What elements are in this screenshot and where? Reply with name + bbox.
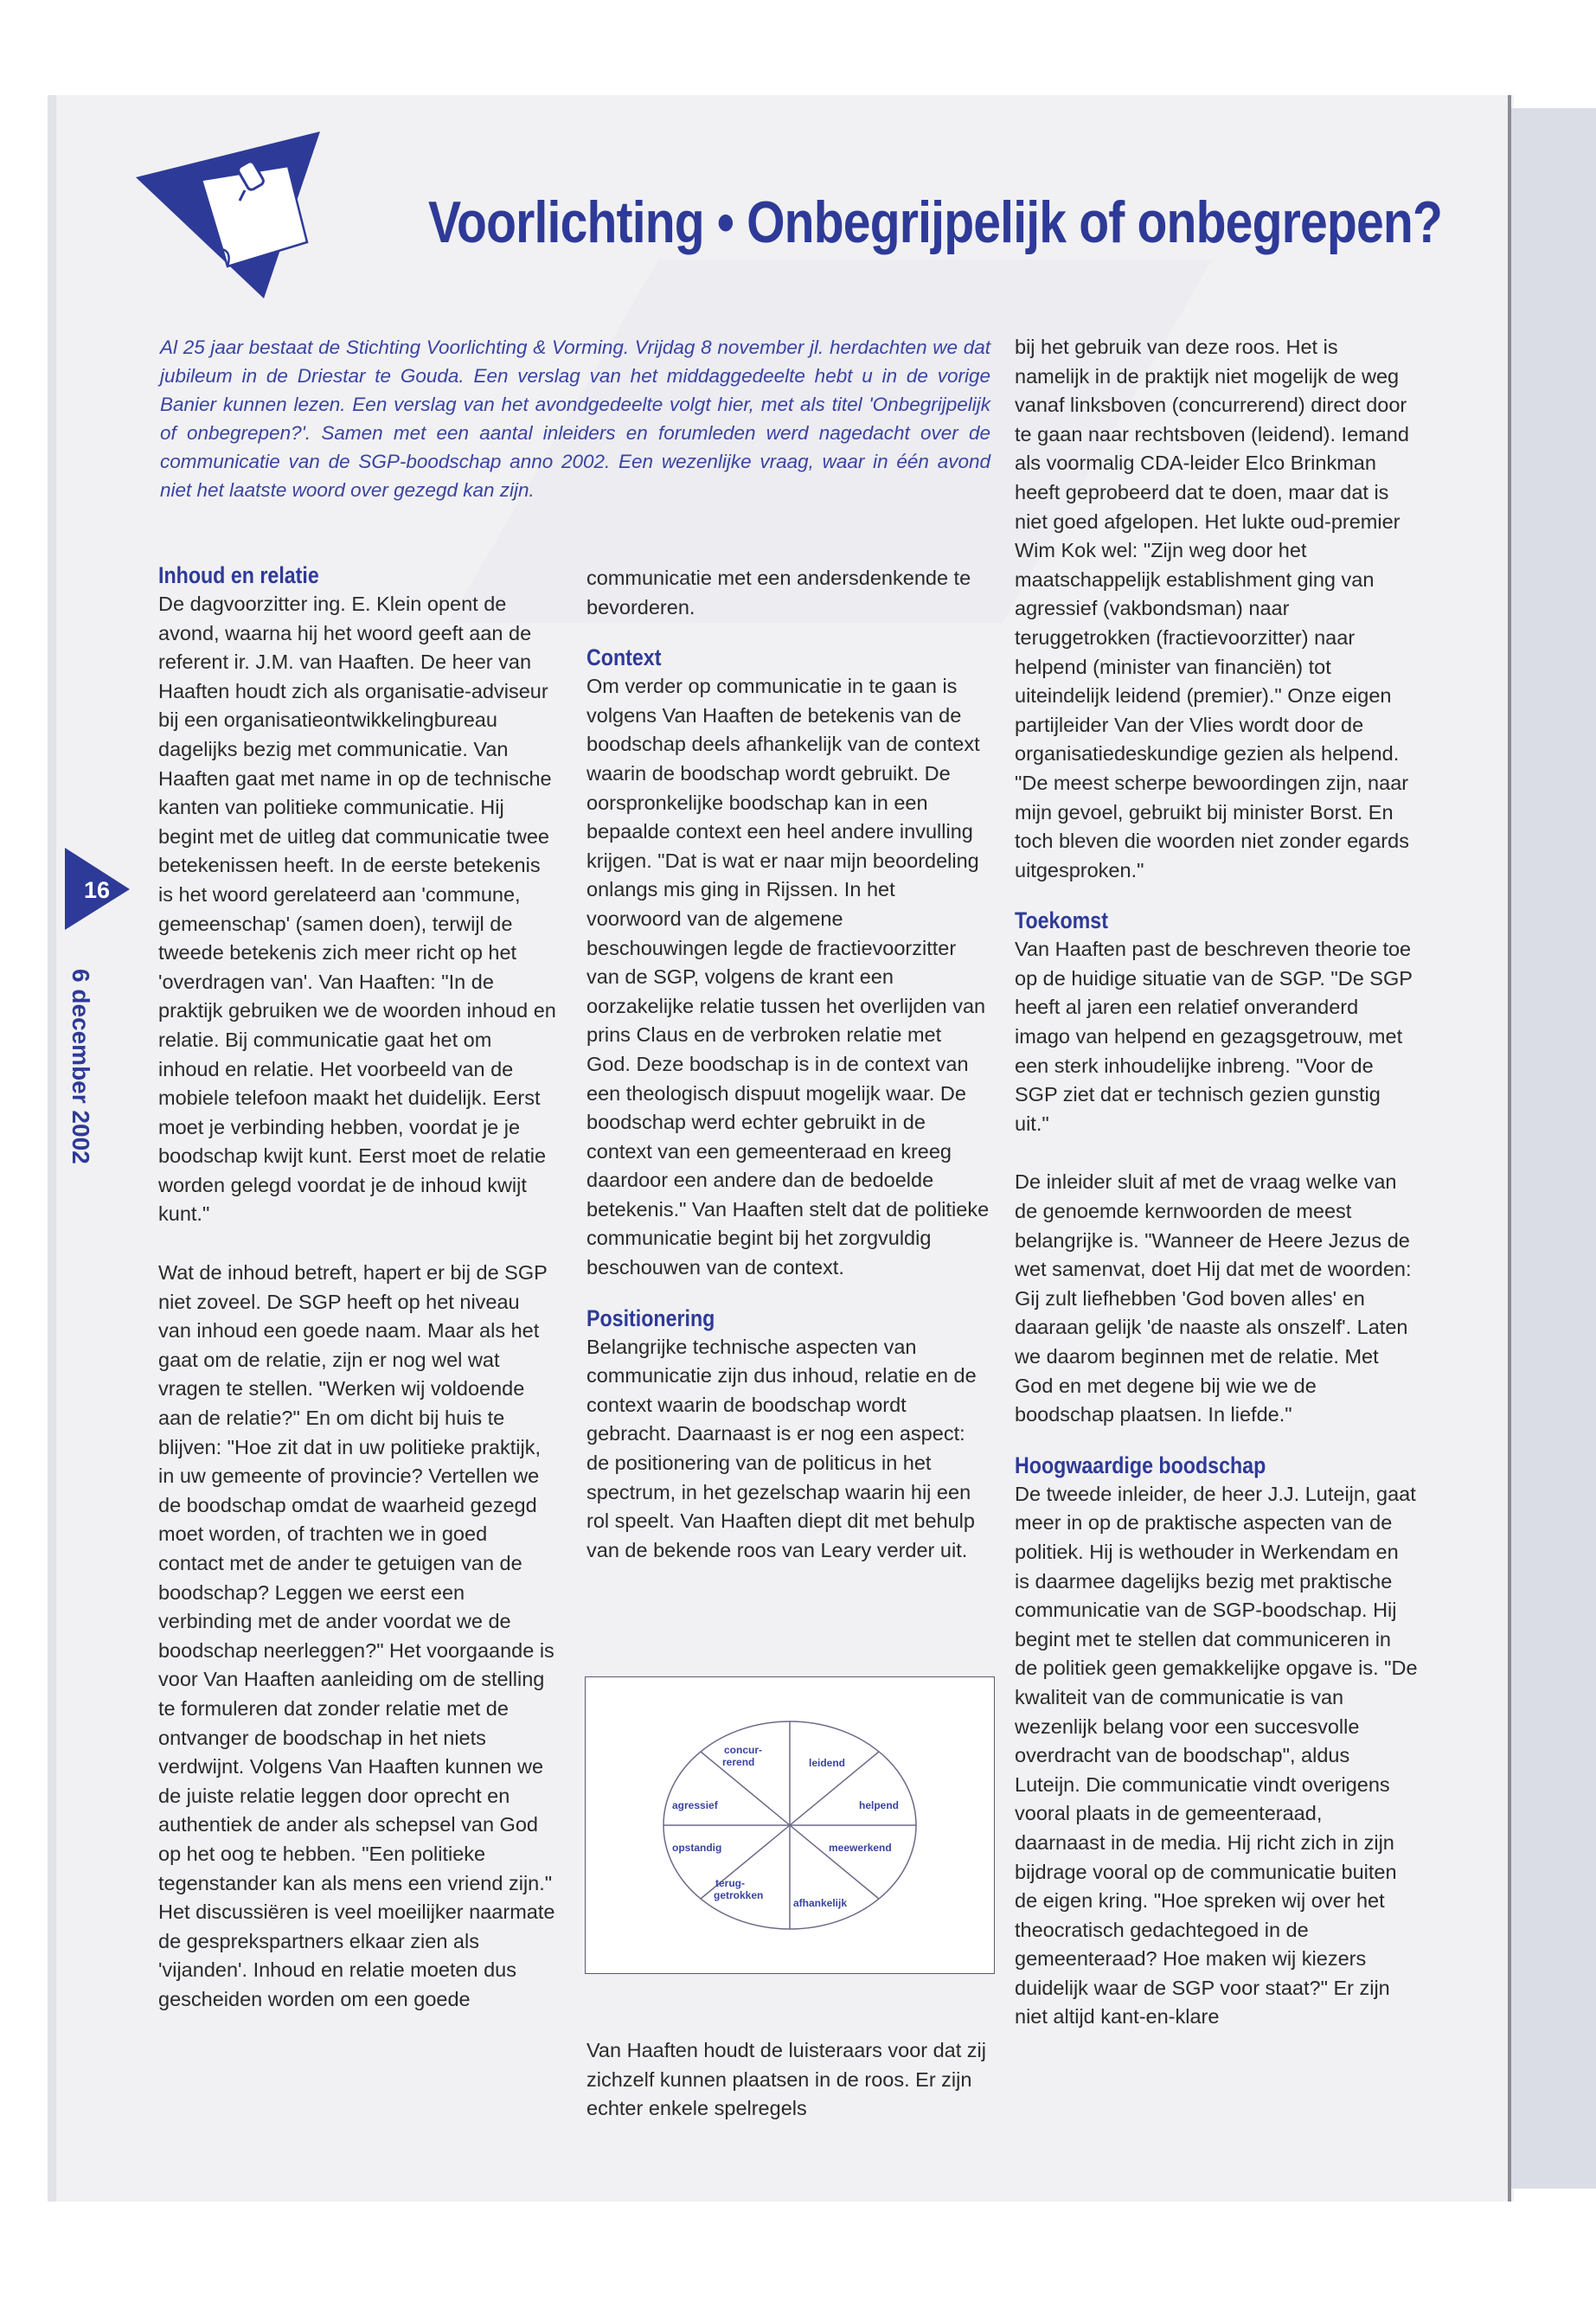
next-page-edge <box>1511 108 1596 2189</box>
col1-paragraph-1: De dagvoorzitter ing. E. Klein opent de avond, waarna hij het woord geeft aan de referent ir. J.M. van Haaften. De heer van Haaften houdt zich als organisatie-adviseur bij een organisatieontwikkelingbureau dagelijks bezig met communicatie. Van Haaften gaat met name in op de technische kanten van politieke communicatie. Hij begint met de uitleg dat communicatie twee betekenissen heeft. In de eerste betekenis is het woord gerelateerd aan 'commune, gemeenschap' (samen doen), terwijl de tweede betekenis zich meer richt op het 'overdragen van'. Van Haaften: "In de praktijk gebruiken we de woorden inhoud en relatie. Bij communicatie gaat het om inhoud en relatie. Het voorbeeld van de mobiele telefoon maakt het duidelijk. Eerst moet je verbinding hebben, voordat je je boodschap kwijt kunt. Eerst moet de relatie worden gelegd voordat je de inhoud kwijt kunt." <box>158 593 556 1226</box>
col3-paragraph-4: De tweede inleider, de heer J.J. Luteijn, gaat meer in op de praktische aspecten van de politiek. Hij is wethouder in Werkendam en is daarmee dagelijks bezig met praktische communicatie van de SGP-boodschap. Hij begint met te stellen dat communiceren in de politiek geen gemakkelijke opgave is. "De kwaliteit van de communicatie is van wezenlijk belang voor een succesvolle overdracht van de boodschap", aldus Luteijn. Die communicatie vindt overigens vooral plaats in de gemeenteraad, daarnaast in de media. Hij richt zich in zijn bijdrage vooral op de communicatie buiten de eigen kring. "Hoe spreken wij over het theocratisch gedachtegoed in de gemeenteraad? Hoe maken wij kiezers duidelijk waar de SGP voor staat?" Er zijn niet altijd kant-en-klare <box>1015 1482 1418 2029</box>
col2-paragraph-2: Belangrijke technische aspecten van communicatie zijn dus inhoud, relatie en de context waarin de boodschap wordt gebracht. Daarnaast is er nog een aspect: de positionering van de politicus in het spectrum, in het gezelschap waarin hij een rol speelt. Van Haaften diept dit met behulp van de bekende roos van Leary verder uit. <box>586 1335 977 1561</box>
heading-hoogwaardige-boodschap: Hoogwaardige boodschap <box>1015 1452 1266 1478</box>
page-number-tab <box>65 848 130 930</box>
roos-helpend: helpend <box>859 1799 900 1811</box>
intro-paragraph: Al 25 jaar bestaat de Stichting Voorlichting & Vorming. Vrijdag 8 november jl. herdachten we dat jubileum in de Driestar te Gouda. Een verslag van het middaggedeelte hebt u in de vorige Banier kunnen lezen. Een verslag van het avondgedeelte volgt hier, met als titel 'Onbegrijpelijk of onbegrepen?'. Samen met een aantal inleiders en forumleden werd nagedacht over de communicatie van de SGP-boodschap anno 2002. Een wezenlijke vraag, waar in één avond niet het laatste woord over gezegd kan zijn. <box>160 336 990 501</box>
heading-positionering: Positionering <box>586 1304 715 1331</box>
col3-paragraph-2: Van Haaften past de beschreven theorie toe op de huidige situatie van de SGP. "De SGP heeft al jaren een relatief onveranderd imago van helpend en gezagsgetrouw, met een sterk inhoudelijke inbreng. "Voor de SGP ziet dat er technisch gezien gunstig uit." <box>1015 938 1413 1135</box>
column-2-bottom <box>586 2036 990 2124</box>
col2-paragraph-0: communicatie met een andersdenkende te bevorderen. <box>586 567 971 619</box>
page-number: 16 <box>84 877 111 903</box>
col2-paragraph-1: Om verder op communicatie in te gaan is volgens Van Haaften de betekenis van de boodschap deels afhankelijk van de context waarin de boodschap wordt gebruikt. De oorspronkelijke boodschap kan in een bepaalde context een heel andere invulling krijgen. "Dat is wat er naar mijn beoordeling onlangs mis ging in Rijssen. In het voorwoord van de algemene beschouwingen legde de fractievoorzitter van de SGP, volgens de krant een oorzakelijke relatie tussen het overlijden van prins Claus en de verbroken relatie met God. Deze boodschap is in de context van een theologisch dispuut mogelijk waar. De boodschap werd echter gebruikt in de context van een gemeenteraad en kreeg daardoor een andere dan de bedoelde betekenis." Van Haaften stelt dat de politieke communicatie begint bij het zorgvuldig beschouwen van de context. <box>586 675 990 1279</box>
heading-inhoud-en-relatie: Inhoud en relatie <box>158 562 319 588</box>
col3-paragraph-3: De inleider sluit af met de vraag welke van de genoemde kernwoorden de meest belangrijke is. "Wanneer de Heere Jezus de wet samenvat, doet Hij dat met de woorden: Gij zult liefhebben 'God boven alles' en daaraan gelijk 'de naaste als onszelf'. Laten we daarom beginnen met de relatie. Met God en met degene bij wie we de boodschap plaatsen. In liefde." <box>1015 1170 1412 1426</box>
column-3 <box>1015 333 1418 2032</box>
roos-opstandig: opstandig <box>672 1842 722 1854</box>
roos-afhankelijk: afhankelijk <box>793 1897 848 1909</box>
issue-date-text: 6 december 2002 <box>67 969 94 1164</box>
roos-agressief: agressief <box>672 1799 718 1811</box>
roos-meewerkend: meewerkend <box>829 1842 892 1854</box>
heading-toekomst: Toekomst <box>1015 907 1108 934</box>
col1-paragraph-2: Wat de inhoud betreft, hapert er bij de SGP niet zoveel. De SGP heeft op het niveau van inhoud een goede naam. Maar als het gaat om de relatie, zijn er nog wel wat vragen te stellen. "Werken wij voldoende aan de relatie?" En om dicht bij huis te blijven: "Hoe zit dat in uw politieke praktijk, in uw gemeente of provincie? Vertellen we de boodschap omdat de waarheid gezegd moet worden, of trachten we in goed contact met de ander te getuigen van de boodschap? Leggen we eerst een verbinding met de ander voordat we de boodschap neerleggen?" Het voorgaande is voor Van Haaften aanleiding om de stelling te formuleren dat zonder relatie met de ontvanger de boodschap in het niets verdwijnt. Volgens Van Haaften kunnen we de juiste relatie leggen door oprecht en authentiek de ander als schepsel van God op het oog te hebben. "Een politieke tegenstander kan als mens een vriend zijn." Het discussiëren is veel moeilijker naarmate de gesprekspartners elkaar zien als 'vijanden'. Inhoud en relatie moeten dus gescheiden worden om een goede <box>158 1261 555 2010</box>
roos-van-leary-diagram <box>585 1676 995 1974</box>
heading-context: Context <box>586 644 662 671</box>
note-pin-icon <box>134 130 342 303</box>
roos-leidend: leidend <box>809 1757 846 1769</box>
col3-paragraph-1: bij het gebruik van deze roos. Het is namelijk in de praktijk niet mogelijk de weg vanaf linksboven (concurrerend) direct door te gaan naar rechtsboven (leidend). Iemand als voormalig CDA-leider Elco Brinkman heeft geprobeerd dat te doen, maar dat is niet goed afgelopen. Het lukte oud-premier Wim Kok wel: "Zijn weg door het maatschappelijk establishment ging van agressief (vakbondsman) naar teruggetrokken (fractievoorzitter) naar helpend (minister van financiën) tot uiteindelijk leidend (premier)." Onze eigen partijleider Van der Vlies wordt door de organisatiedeskundige gezien als helpend. "De meest scherpe bewoordingen zijn, naar mijn gevoel, gebruikt bij minister Borst. En toch bleven die woorden niet zonder egards uitgesproken." <box>1015 336 1409 881</box>
roos-concurrerend: concur-rerend <box>722 1744 763 1768</box>
page-title: Voorlichting • Onbegrijpelijk of onbegrepen? <box>428 189 1443 255</box>
issue-date <box>55 967 151 1227</box>
roos-teruggetrokken: terug-getrokken <box>714 1877 764 1901</box>
column-2 <box>586 564 990 1565</box>
col2-paragraph-3: Van Haaften houdt de luisteraars voor dat zij zichzelf kunnen plaatsen in de roos. Er zijn echter enkele spelregels <box>586 2039 987 2120</box>
column-1 <box>158 561 556 2015</box>
